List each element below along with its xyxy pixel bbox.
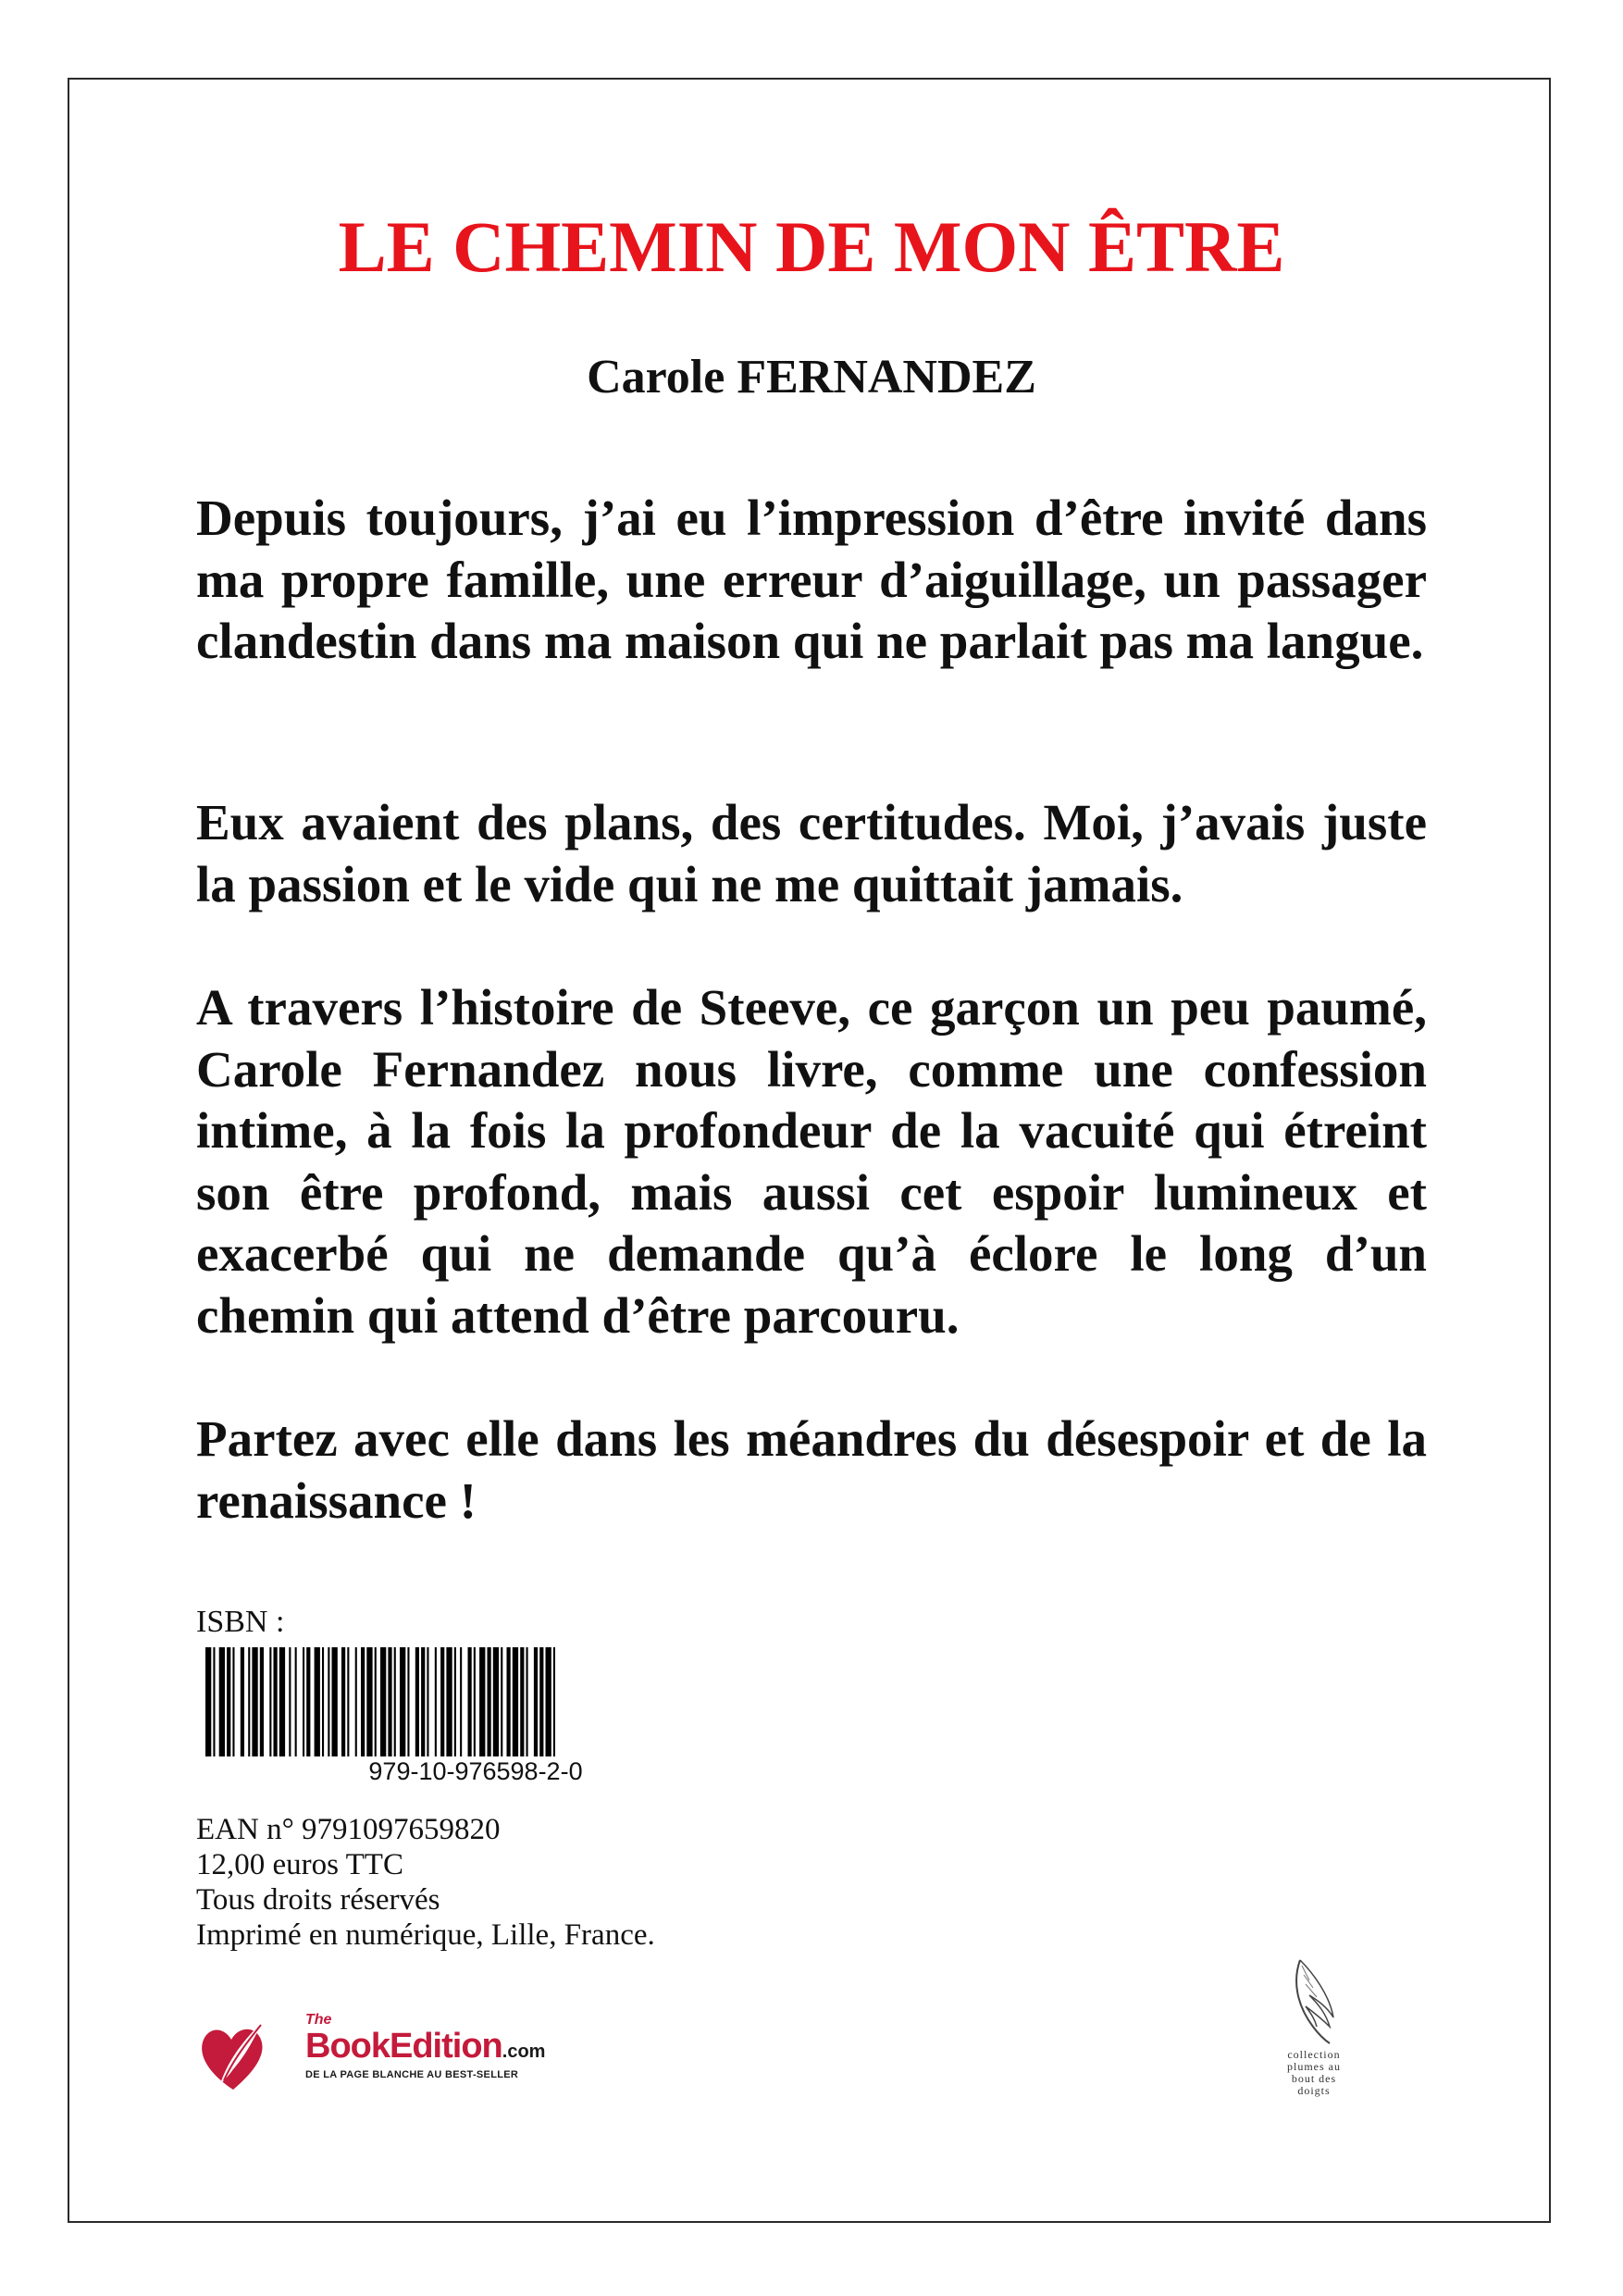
barcode-bar	[332, 1647, 338, 1756]
printing-info: Imprimé en numérique, Lille, France.	[196, 1918, 655, 1952]
feather-icon	[1282, 1953, 1346, 2045]
rights-notice: Tous droits réservés	[196, 1883, 440, 1917]
barcode-bar	[553, 1647, 555, 1756]
barcode-bar	[468, 1647, 472, 1756]
barcode-bar	[375, 1647, 377, 1756]
barcode-bar	[315, 1647, 320, 1756]
barcode-bar	[539, 1647, 543, 1756]
barcode-bar	[460, 1647, 462, 1756]
barcode-bar	[501, 1647, 502, 1756]
barcode-bar	[205, 1647, 211, 1756]
barcode-bar	[213, 1647, 215, 1756]
price: 12,00 euros TTC	[196, 1848, 403, 1881]
barcode-bar	[507, 1647, 511, 1756]
barcode-bar	[407, 1647, 409, 1756]
barcode-bar	[488, 1647, 491, 1756]
barcode-bar	[341, 1647, 345, 1756]
barcode-bar	[232, 1647, 234, 1756]
barcode-bar	[454, 1647, 456, 1756]
barcode-bar	[435, 1647, 437, 1756]
book-info	[196, 1812, 655, 1953]
isbn-label: ISBN :	[196, 1605, 285, 1639]
barcode-bar	[219, 1647, 225, 1756]
barcode-bar	[427, 1647, 428, 1756]
barcode-bar	[252, 1647, 257, 1756]
synopsis-paragraph-1: Depuis toujours, j’ai eu l’impression d’être invité dans ma propre famille, une erreur d’aiguillage, un passager clandestin dans ma maison qui ne parlait pas ma langue.	[196, 490, 1427, 669]
barcode-bar	[279, 1647, 285, 1756]
barcode-bar	[227, 1647, 230, 1756]
synopsis-paragraph-3: A travers l’histoire de Steeve, ce garçon un peu paumé, Carole Fernandez nous livre, comme une confession intime, à la fois la profondeur de la vacuité qui étreint son être profond, mais aussi cet espoir lumineux et exacerbé qui ne demande qu’à éclore le long d’un chemin qui attend d’être parcouru.	[196, 979, 1427, 1344]
bookedition-wordmark: BookEdition.com	[305, 2027, 546, 2066]
barcode-bar	[347, 1647, 349, 1756]
barcode-bar	[274, 1647, 278, 1756]
bookedition-tagline: DE LA PAGE BLANCHE AU BEST-SELLER	[305, 2069, 519, 2080]
barcode-bar	[446, 1647, 452, 1756]
collection-logo	[1258, 1953, 1369, 2110]
barcode-bar	[474, 1647, 476, 1756]
collection-name: collection plumes au bout des doigts	[1287, 2048, 1341, 2097]
barcode-bar	[421, 1647, 425, 1756]
bookedition-logo	[196, 2006, 548, 2099]
barcode-bar	[306, 1647, 310, 1756]
barcode-bar	[513, 1647, 518, 1756]
barcode-bar	[440, 1647, 444, 1756]
barcode-bar	[260, 1647, 264, 1756]
author-name: Carole FERNANDEZ	[587, 351, 1036, 403]
barcode-bar	[241, 1647, 244, 1756]
synopsis-paragraph-4: Partez avec elle dans les méandres du désespoir et de la renaissance !	[196, 1410, 1427, 1529]
barcode-bar	[328, 1647, 329, 1756]
barcode-bar	[289, 1647, 291, 1756]
barcode-bar	[303, 1647, 304, 1756]
barcode-bar	[479, 1647, 485, 1756]
barcode-bar	[520, 1647, 524, 1756]
book-title: LE CHEMIN DE MON ÊTRE	[338, 206, 1285, 287]
quill-heart-icon	[196, 2016, 270, 2095]
isbn-barcode	[205, 1647, 746, 1756]
barcode-bar	[295, 1647, 297, 1756]
barcode-bar	[400, 1647, 405, 1756]
barcode-bar	[366, 1647, 372, 1756]
barcode-bar	[534, 1647, 538, 1756]
barcode-bar	[361, 1647, 365, 1756]
barcode-bar	[380, 1647, 386, 1756]
barcode-bar	[546, 1647, 551, 1756]
synopsis-paragraph-2: Eux avaient des plans, des certitudes. Moi, j’avais juste la passion et le vide qui ne me quittait jamais.	[196, 794, 1427, 912]
barcode-bar	[415, 1647, 419, 1756]
barcode-bar	[388, 1647, 391, 1756]
barcode-bar	[269, 1647, 271, 1756]
ean-number: EAN n° 9791097659820	[196, 1813, 501, 1846]
barcode-number: 979-10-976598-2-0	[368, 1757, 583, 1785]
bookedition-the: The	[305, 2012, 332, 2028]
barcode-bar	[355, 1647, 357, 1756]
barcode-bar	[248, 1647, 250, 1756]
barcode-bar	[394, 1647, 396, 1756]
barcode-bar	[322, 1647, 324, 1756]
barcode-bar	[493, 1647, 499, 1756]
barcode-bar	[527, 1647, 528, 1756]
